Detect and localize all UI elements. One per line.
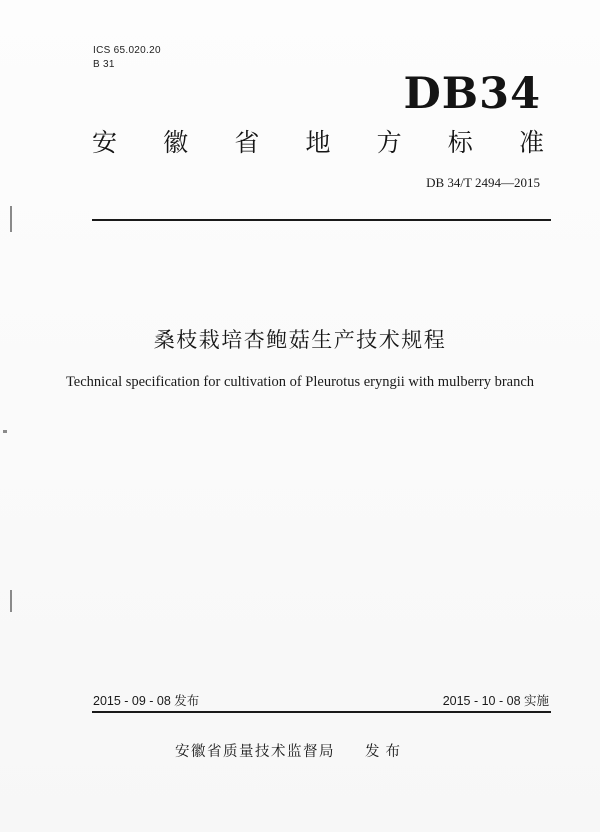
standard-type-char: 安 (92, 128, 118, 157)
scan-edge-mark (10, 590, 12, 612)
ccs-code: B 31 (93, 59, 115, 70)
issue-date: 2015 - 09 - 08 发布 (93, 694, 200, 708)
standard-code: DB34 (403, 69, 541, 119)
standard-type-heading (92, 126, 544, 160)
standard-type-char: 方 (376, 128, 402, 157)
document-title-english: Technical specification for cultivation of Pleurotus eryngii with mulberry branch (65, 374, 535, 390)
ics-code: ICS 65.020.20 (93, 45, 161, 56)
standard-type-char: 地 (305, 128, 331, 157)
publisher-name: 安徽省质量技术监督局 (175, 744, 335, 760)
standard-type-char: 省 (234, 128, 260, 157)
header-divider (92, 219, 551, 221)
standard-type-char: 标 (447, 128, 473, 157)
standard-number: DB 34/T 2494—2015 (426, 175, 540, 190)
scan-edge-mark (10, 206, 12, 232)
standard-type-char: 准 (518, 128, 544, 157)
scan-edge-mark (3, 430, 7, 433)
standard-type-char: 徽 (163, 128, 189, 157)
publish-label: 发布 (365, 744, 406, 760)
publisher-line (175, 742, 406, 762)
footer-divider (92, 711, 551, 713)
classification-codes (93, 44, 161, 72)
implementation-date: 2015 - 10 - 08 实施 (442, 694, 549, 708)
document-title-chinese: 桑枝栽培杏鲍菇生产技术规程 (153, 328, 447, 352)
